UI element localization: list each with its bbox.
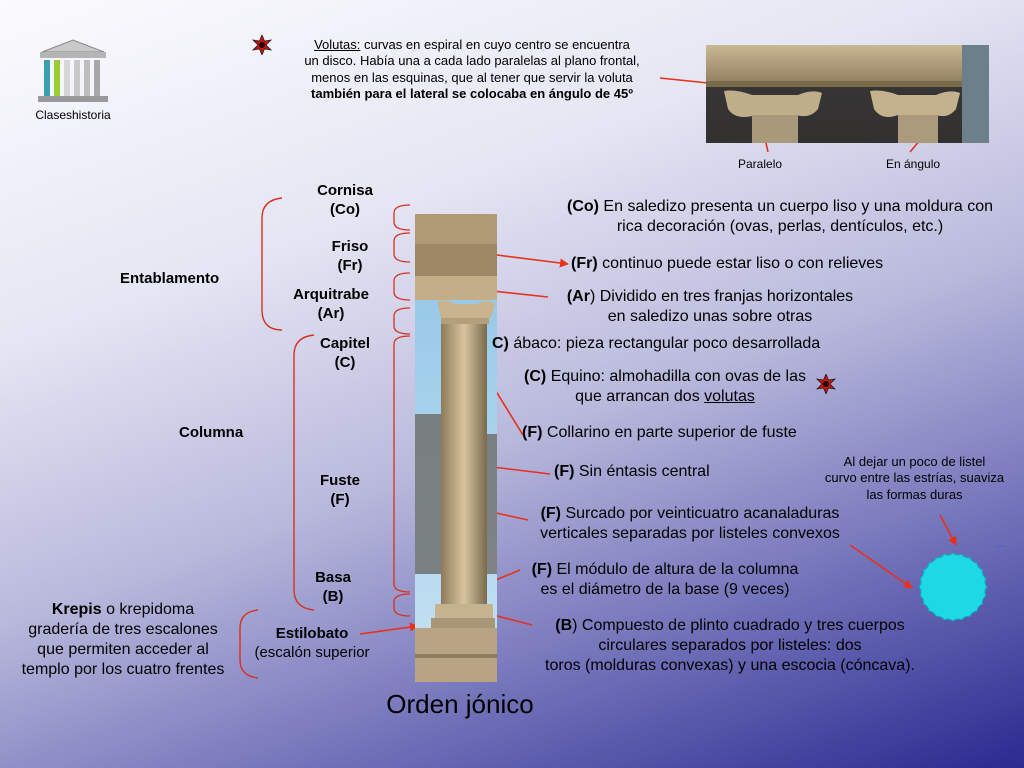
krepis-note	[8, 600, 238, 680]
volutas-line3: menos en las esquinas, que al tener que servir la voluta	[311, 69, 633, 85]
desc-basa-line2: circulares separados por listeles: dos	[598, 637, 862, 654]
desc-arquitrabe	[540, 287, 880, 327]
desc-b-tag: B	[560, 617, 573, 634]
label-fuste-text: Fuste	[319, 472, 360, 489]
small-bracket-2	[394, 273, 410, 300]
desc-entasis	[554, 462, 710, 482]
desc-cornisa-tag: (Co)	[567, 198, 599, 215]
label-capitel	[305, 335, 385, 373]
small-bracket-4	[394, 336, 410, 592]
label-friso	[305, 238, 395, 276]
desc-arquitrabe-line2: en saledizo unas sobre otras	[607, 308, 813, 325]
label-columna: Columna	[179, 424, 244, 441]
small-bracket-5	[394, 594, 410, 616]
desc-friso-line1: continuo puede estar liso o con relieves	[597, 255, 884, 272]
label-estilobato-text: Estilobato	[275, 625, 349, 642]
bracket-entablamento	[262, 198, 282, 330]
ellipsis-dots: ...	[996, 536, 1007, 550]
label-estilobato	[242, 625, 382, 663]
desc-acanaladuras	[520, 504, 860, 544]
desc-ar-tag: Ar	[572, 288, 590, 305]
desc-modulo	[510, 560, 820, 600]
label-cornisa-text: Cornisa	[317, 182, 373, 199]
desc-modulo-line1: El módulo de altura de la columna	[552, 561, 799, 578]
krepis-line2: gradería de tres escalones	[28, 621, 218, 638]
label-estilobato-sub: (escalón superior	[254, 643, 370, 661]
desc-collarino	[522, 423, 797, 443]
desc-equino	[500, 367, 830, 407]
label-arquitrabe	[281, 286, 381, 324]
desc-friso	[571, 254, 883, 274]
desc-cornisa-line2: rica decoración (ovas, perlas, dentículos, etc.)	[616, 218, 944, 235]
desc-basa-line1: ) Compuesto de plinto cuadrado y tres cuerpos	[572, 617, 905, 634]
caption-paralelo: Paralelo	[738, 157, 783, 171]
arrow-listel-note	[940, 515, 956, 545]
krepis-line1: o krepidoma	[101, 601, 195, 618]
desc-acanaladuras-tag: (F)	[540, 505, 562, 522]
fluted-shaft-section-icon	[916, 550, 990, 624]
label-arquitrabe-text: Arquitrabe	[293, 286, 369, 303]
label-basa-text: Basa	[315, 569, 351, 586]
listel-note-line3: las formas duras	[866, 486, 963, 502]
krepis-line4: templo por los cuatro frentes	[21, 661, 225, 678]
small-bracket-1	[394, 233, 410, 262]
desc-modulo-tag: (F)	[531, 561, 553, 578]
desc-basa	[500, 616, 960, 676]
label-basa	[293, 569, 373, 607]
desc-ar-open: (	[566, 288, 573, 305]
label-cornisa	[300, 182, 390, 220]
star-marker-top	[252, 35, 272, 55]
small-bracket-0	[394, 205, 410, 230]
volutas-term: Volutas:	[314, 37, 361, 52]
desc-b-open: (	[555, 617, 561, 634]
desc-entasis-line: Sin éntasis central	[574, 463, 710, 480]
logo-caption: Claseshistoria	[35, 108, 111, 122]
desc-acanaladuras-line1: Surcado por veinticuatro acanaladuras	[561, 505, 840, 522]
desc-equino-tag: (C)	[524, 368, 547, 385]
desc-equino-volutas: volutas	[704, 388, 755, 405]
volutas-note	[262, 37, 682, 102]
small-bracket-3	[394, 308, 410, 334]
desc-friso-tag: (Fr)	[571, 255, 598, 272]
desc-basa-line3: toros (molduras convexas) y una escocia (cóncava).	[545, 657, 915, 674]
krepis-term: Krepis	[51, 601, 102, 618]
arrow-to-flute	[850, 545, 912, 588]
label-arquitrabe-abbr: (Ar)	[317, 304, 345, 322]
label-capitel-text: Capitel	[319, 335, 370, 352]
label-cornisa-abbr: (Co)	[330, 200, 360, 218]
label-capitel-abbr: (C)	[334, 353, 356, 371]
listel-note-line1: Al dejar un poco de listel	[843, 454, 986, 469]
label-entablamento: Entablamento	[120, 270, 220, 287]
caption-en-angulo: En ángulo	[886, 157, 941, 171]
label-friso-abbr: (Fr)	[337, 256, 363, 274]
star-marker-mid	[816, 374, 836, 394]
listel-note	[812, 454, 1017, 503]
desc-abaco-line: ábaco: pieza rectangular poco desarrollada	[508, 335, 821, 352]
label-friso-text: Friso	[331, 238, 369, 255]
volutas-line2: un disco. Había una a cada lado paralelas al plano frontal,	[304, 53, 640, 69]
krepis-line3: que permiten acceder al	[37, 641, 209, 658]
desc-collarino-line: Collarino en parte superior de fuste	[542, 424, 797, 441]
desc-cornisa	[540, 197, 1020, 237]
desc-equino-line1: Equino: almohadilla con ovas de las	[546, 368, 806, 385]
volutas-line1: curvas en espiral en cuyo centro se encuentra	[360, 37, 630, 52]
desc-entasis-tag: (F)	[554, 463, 575, 480]
listel-note-line2: curvo entre las estrías, suaviza	[824, 470, 1005, 486]
volutas-line4: también para el lateral se colocaba en ángulo de 45º	[311, 85, 633, 101]
label-fuste	[300, 472, 380, 510]
desc-acanaladuras-line2: verticales separadas por listeles convexos	[540, 525, 840, 542]
desc-abaco-tag: C)	[492, 335, 509, 352]
desc-abaco	[492, 334, 820, 354]
desc-collarino-tag: (F)	[522, 424, 543, 441]
desc-arquitrabe-line1: ) Dividido en tres franjas horizontales	[589, 288, 854, 305]
label-fuste-abbr: (F)	[330, 490, 350, 508]
desc-cornisa-line1: En saledizo presenta un cuerpo liso y una moldura con	[598, 198, 993, 215]
capital-photo	[706, 45, 989, 143]
arrow-friso	[497, 255, 568, 264]
desc-modulo-line2: es el diámetro de la base (9 veces)	[540, 581, 790, 598]
desc-equino-line2: que arrancan dos	[575, 388, 705, 405]
label-basa-abbr: (B)	[322, 587, 344, 605]
flute-outline	[919, 553, 987, 621]
temple-logo	[36, 38, 110, 104]
page-title: Orden jónico	[386, 689, 534, 719]
ionic-column-photo	[415, 214, 497, 682]
